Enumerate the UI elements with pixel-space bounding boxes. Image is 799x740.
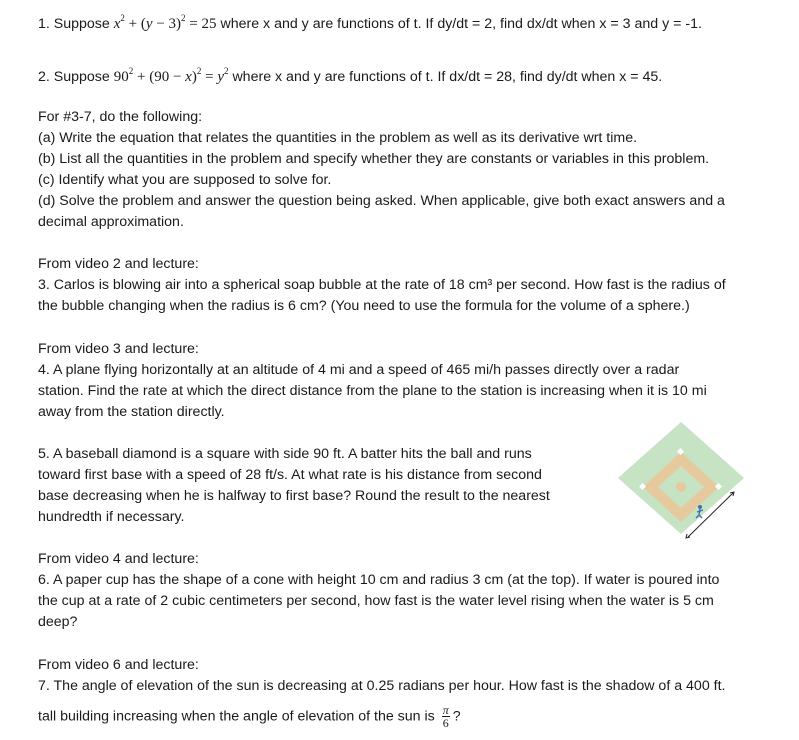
q5-line2: toward first base with a speed of 28 ft/s. At what rate is his distance from second xyxy=(38,467,542,483)
q5-line3: base decreasing when he is halfway to first base? Round the result to the nearest xyxy=(38,488,550,504)
q7-line1: 7. The angle of elevation of the sun is decreasing at 0.25 radians per hour. How fast is the shadow of a 400 ft. xyxy=(38,678,726,694)
q1-lead: 1. Suppose xyxy=(38,16,110,32)
q4-source: From video 3 and lecture: xyxy=(38,341,199,357)
q7-line2-text: tall building increasing when the angle of elevation of the sun is xyxy=(38,708,435,725)
q2-equation: $90^2 + (90 - x)^2 = y^2$ xyxy=(113,66,229,85)
q1-equation: $x^2 + (y - 3)^2 = 25$ xyxy=(113,13,217,32)
instruction-c: (c) Identify what you are supposed to solve for. xyxy=(38,172,332,188)
q4-line1: 4. A plane flying horizontally at an altitude of 4 mi and a speed of 465 mi/h passes directly over a radar xyxy=(38,362,680,378)
question-1 xyxy=(38,9,702,33)
baseball-diamond-diagram xyxy=(616,420,746,550)
instructions-heading: For #3-7, do the following: xyxy=(38,109,203,125)
instruction-b: (b) List all the quantities in the problem and specify whether they are constants or variables in this problem. xyxy=(38,151,710,167)
q3-source: From video 2 and lecture: xyxy=(38,256,199,272)
fraction-denominator: 6 xyxy=(442,716,449,730)
q3-line1: 3. Carlos is blowing air into a spherical soap bubble at the rate of 18 cm³ per second. How fast is the radius of xyxy=(38,277,726,293)
pitchers-mound xyxy=(676,482,686,492)
q5-line1: 5. A baseball diamond is a square with side 90 ft. A batter hits the ball and runs xyxy=(38,446,532,462)
instruction-a: (a) Write the equation that relates the quantities in the problem as well as its derivative wrt time. xyxy=(38,130,638,146)
q3-line2: the bubble changing when the radius is 6 cm? (You need to use the formula for the volume of a sphere.) xyxy=(38,298,690,314)
q4-line2: station. Find the rate at which the direct distance from the plane to the station is increasing when it is 10 mi xyxy=(38,383,707,399)
instruction-d-line2: decimal approximation. xyxy=(38,214,184,230)
q7-line2 xyxy=(38,704,461,729)
q6-line1: 6. A paper cup has the shape of a cone with height 10 cm and radius 3 cm (at the top). If water is poured into xyxy=(38,572,720,588)
q6-source: From video 4 and lecture: xyxy=(38,551,199,567)
q7-question-mark: ? xyxy=(452,708,461,725)
fraction-numerator: π xyxy=(442,703,449,717)
q5-line4: hundredth if necessary. xyxy=(38,509,185,525)
question-2 xyxy=(38,62,662,86)
instruction-d-line1: (d) Solve the problem and answer the question being asked. When applicable, give both exact answers and a xyxy=(38,193,725,209)
pi-over-6-fraction xyxy=(442,704,450,729)
q6-line3: deep? xyxy=(38,614,78,630)
q4-line3: away from the station directly. xyxy=(38,404,225,420)
q2-lead: 2. Suppose xyxy=(38,69,110,85)
q1-text: where x and y are functions of t. If dy/dt = 2, find dx/dt when x = 3 and y = -1. xyxy=(220,16,702,32)
q7-source: From video 6 and lecture: xyxy=(38,657,199,673)
q2-text: where x and y are functions of t. If dx/dt = 28, find dy/dt when x = 45. xyxy=(232,69,663,85)
q6-line2: the cup at a rate of 2 cubic centimeters per second, how fast is the water level rising when the water is 5 cm xyxy=(38,593,714,609)
